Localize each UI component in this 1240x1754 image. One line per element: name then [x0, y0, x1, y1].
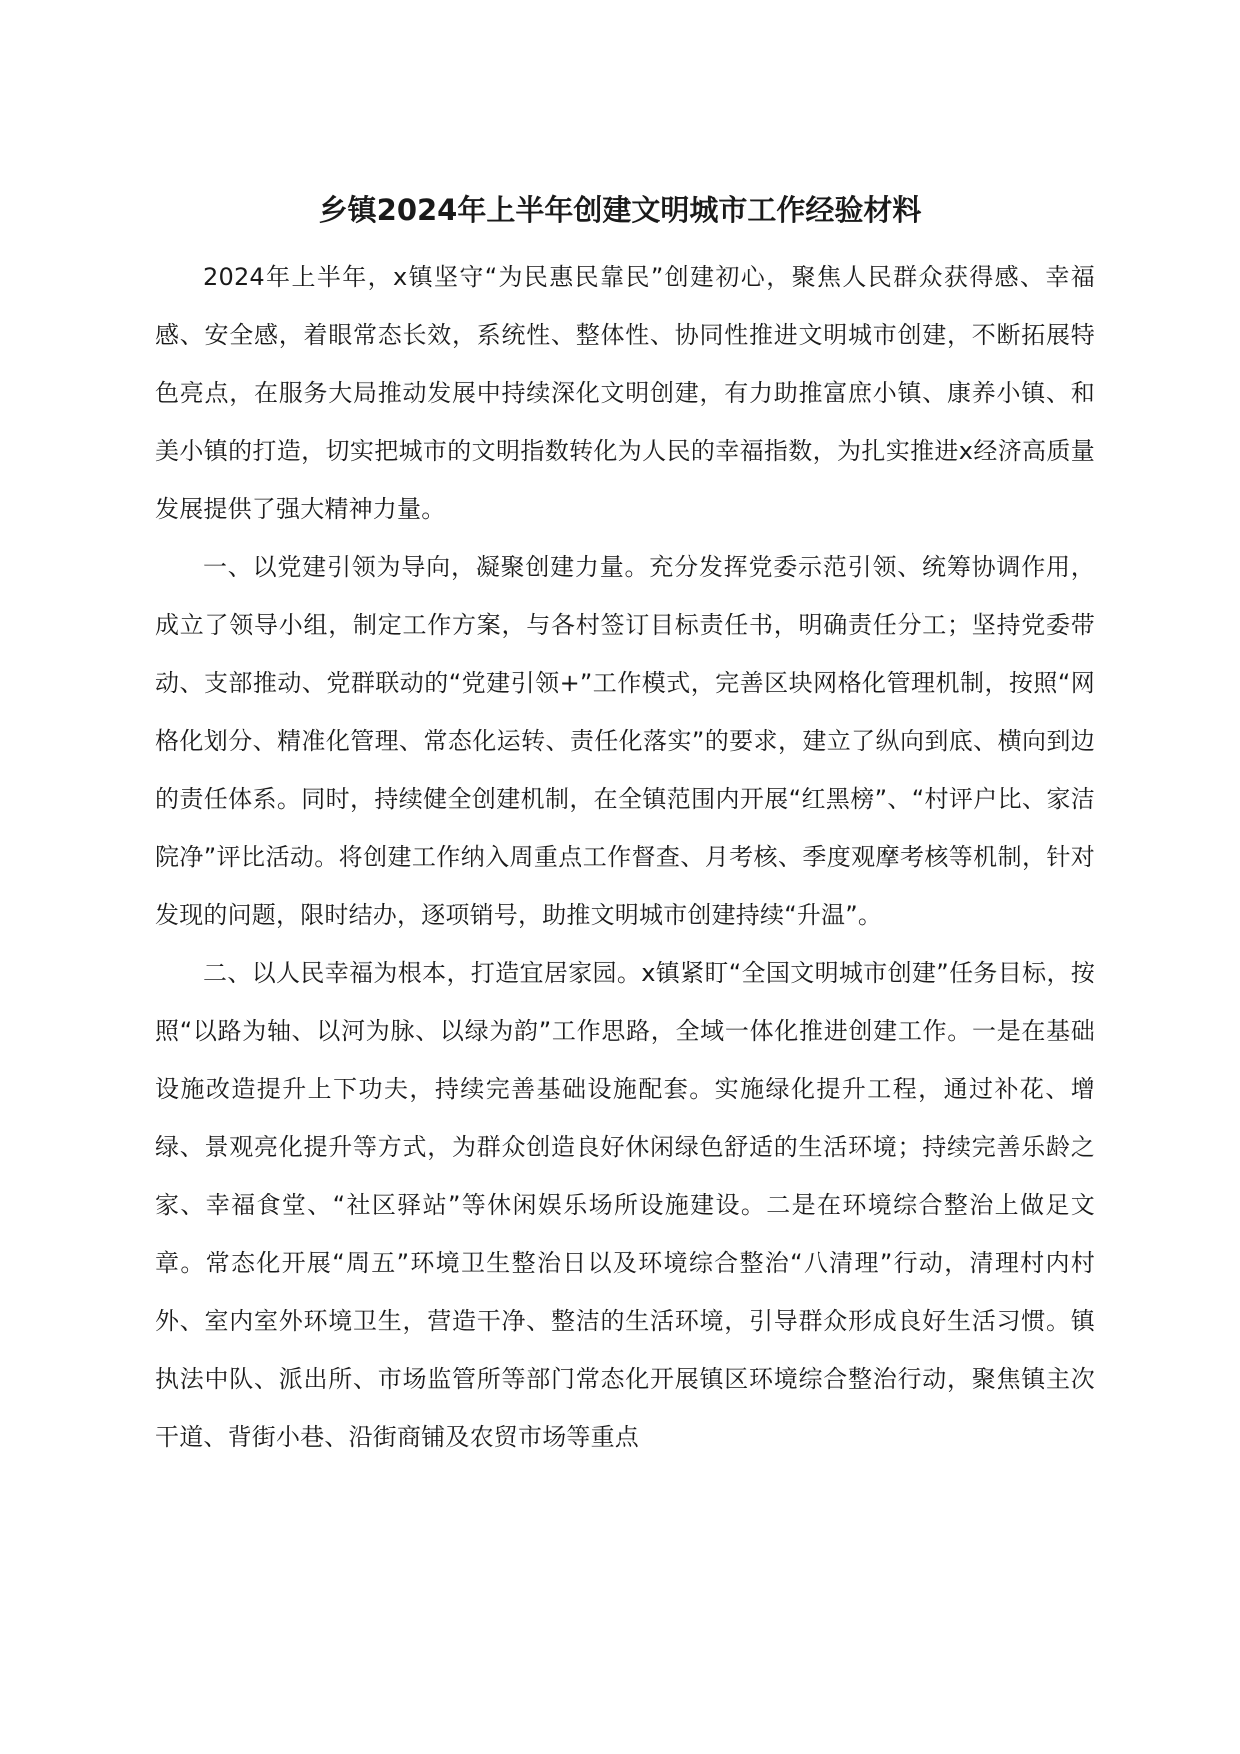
paragraph-section-one: 一、以党建引领为导向，凝聚创建力量。充分发挥党委示范引领、统筹协调作用，成立了领导小组，制定工作方案，与各村签订目标责任书，明确责任分工；坚持党委带动、支部推动、党群联动的“党建引领+”工作模式，完善区块网格化管理机制，按照“网格化划分、精准化管理、常态化运转、责任化落实”的要求，建立了纵向到底、横向到边的责任体系。同时，持续健全创建机制，在全镇范围内开展“红黑榜”、“村评户比、家洁院净”评比活动。将创建工作纳入周重点工作督查、月考核、季度观摩考核等机制，针对发现的问题，限时结办，逐项销号，助推文明城市创建持续“升温”。: [155, 553, 1095, 929]
document-title: 乡镇2024年上半年创建文明城市工作经验材料: [318, 193, 922, 227]
document-body: [155, 248, 1095, 1466]
paragraph-section-two: 二、以人民幸福为根本，打造宜居家园。x镇紧盯“全国文明城市创建”任务目标，按照“以路为轴、以河为脉、以绿为韵”工作思路，全域一体化推进创建工作。一是在基础设施改造提升上下功夫，持续完善基础设施配套。实施绿化提升工程，通过补花、增绿、景观亮化提升等方式，为群众创造良好休闲绿色舒适的生活环境；持续完善乐龄之家、幸福食堂、“社区驿站”等休闲娱乐场所设施建设。二是在环境综合整治上做足文章。常态化开展“周五”环境卫生整治日以及环境综合整治“八清理”行动，清理村内村外、室内室外环境卫生，营造干净、整洁的生活环境，引导群众形成良好生活习惯。镇执法中队、派出所、市场监管所等部门常态化开展镇区环境综合整治行动，聚焦镇主次干道、背街小巷、沿街商铺及农贸市场等重点: [155, 959, 1095, 1451]
paragraph-intro: 2024年上半年，x镇坚守“为民惠民靠民”创建初心，聚焦人民群众获得感、幸福感、安全感，着眼常态长效，系统性、整体性、协同性推进文明城市创建，不断拓展特色亮点，在服务大局推动发展中持续深化文明创建，有力助推富庶小镇、康养小镇、和美小镇的打造，切实把城市的文明指数转化为人民的幸福指数，为扎实推进x经济高质量发展提供了强大精神力量。: [155, 263, 1095, 523]
